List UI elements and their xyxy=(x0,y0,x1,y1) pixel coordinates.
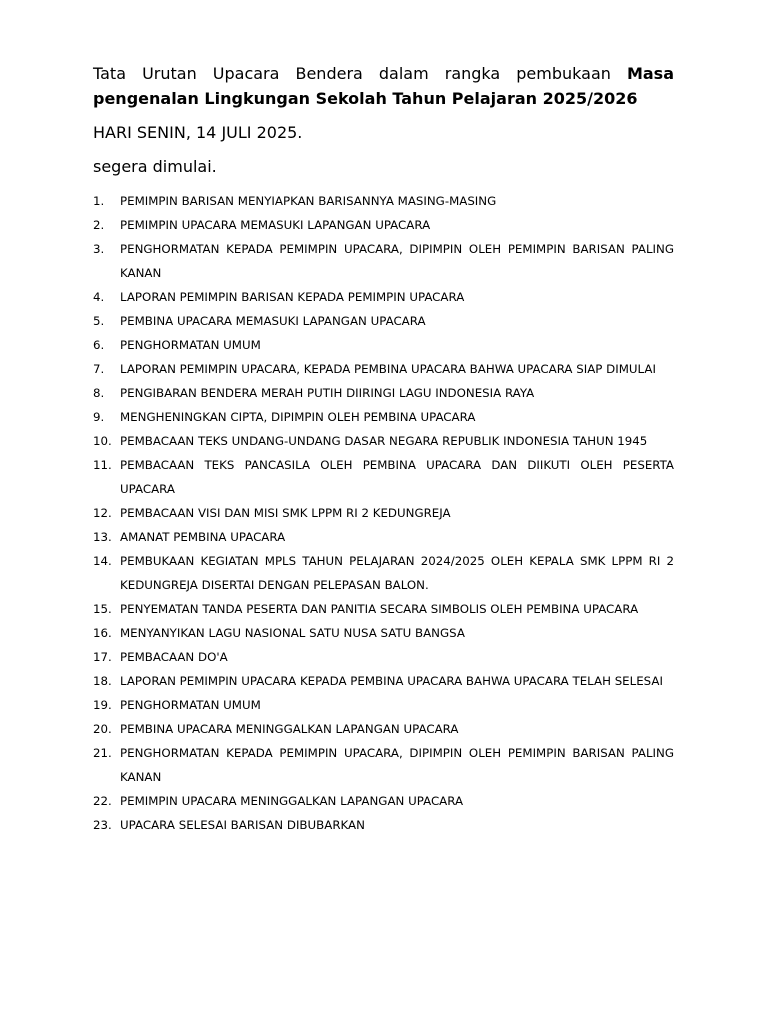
list-item xyxy=(93,717,674,741)
list-item xyxy=(93,189,674,213)
list-item-number: 10. xyxy=(93,434,112,448)
list-item-text: LAPORAN PEMIMPIN UPACARA KEPADA PEMBINA UPACARA BAHWA UPACARA TELAH SELESAI xyxy=(120,674,663,688)
list-item-text: PENGHORMATAN UMUM xyxy=(120,698,261,712)
list-item-text: PEMBACAAN VISI DAN MISI SMK LPPM RI 2 KEDUNGREJA xyxy=(120,506,451,520)
list-item-text: PEMIMPIN UPACARA MENINGGALKAN LAPANGAN UPACARA xyxy=(120,794,464,808)
list-item-text: UPACARA SELESAI BARISAN DIBUBARKAN xyxy=(120,818,365,832)
list-item xyxy=(93,309,674,333)
list-item-text: MENGHENINGKAN CIPTA, DIPIMPIN OLEH PEMBINA UPACARA xyxy=(120,410,476,424)
list-item-number: 4. xyxy=(93,290,105,304)
list-item-number: 2. xyxy=(93,218,105,232)
intro-bold-text: Masa pengenalan Lingkungan Sekolah Tahun Pelajaran 2025/2026 xyxy=(93,64,674,108)
list-item-number: 8. xyxy=(93,386,105,400)
list-item xyxy=(93,741,674,789)
list-item xyxy=(93,429,674,453)
list-item xyxy=(93,525,674,549)
ceremony-steps-list xyxy=(93,189,674,837)
list-item xyxy=(93,645,674,669)
list-item xyxy=(93,669,674,693)
list-item-number: 20. xyxy=(93,722,112,736)
list-item xyxy=(93,237,674,285)
list-item-text: PEMIMPIN BARISAN MENYIAPKAN BARISANNYA MASING-MASING xyxy=(120,194,497,208)
start-line: segera dimulai. xyxy=(93,157,217,176)
list-item-number: 17. xyxy=(93,650,112,664)
list-item xyxy=(93,405,674,429)
list-item-number: 11. xyxy=(93,458,112,472)
list-item-text: MENYANYIKAN LAGU NASIONAL SATU NUSA SATU BANGSA xyxy=(120,626,465,640)
list-item-number: 23. xyxy=(93,818,112,832)
list-item-number: 6. xyxy=(93,338,105,352)
list-item-number: 19. xyxy=(93,698,112,712)
list-item xyxy=(93,549,674,597)
list-item-number: 16. xyxy=(93,626,112,640)
date-line: HARI SENIN, 14 JULI 2025. xyxy=(93,123,303,142)
list-item-text: PEMBACAAN DO'A xyxy=(120,650,228,664)
list-item xyxy=(93,813,674,837)
list-item-text: PEMBINA UPACARA MEMASUKI LAPANGAN UPACARA xyxy=(120,314,426,328)
list-item xyxy=(93,789,674,813)
list-item-number: 22. xyxy=(93,794,112,808)
list-item-text: PENGHORMATAN KEPADA PEMIMPIN UPACARA, DIPIMPIN OLEH PEMIMPIN BARISAN PALING KANAN xyxy=(120,242,674,280)
list-item-number: 3. xyxy=(93,242,105,256)
list-item-number: 21. xyxy=(93,746,112,760)
list-item-number: 7. xyxy=(93,362,105,376)
list-item xyxy=(93,501,674,525)
list-item xyxy=(93,333,674,357)
list-item xyxy=(93,285,674,309)
list-item xyxy=(93,693,674,717)
list-item xyxy=(93,597,674,621)
list-item-number: 14. xyxy=(93,554,112,568)
list-item-text: PEMIMPIN UPACARA MEMASUKI LAPANGAN UPACARA xyxy=(120,218,431,232)
list-item-text: AMANAT PEMBINA UPACARA xyxy=(120,530,286,544)
list-item-text: PENGHORMATAN KEPADA PEMIMPIN UPACARA, DIPIMPIN OLEH PEMIMPIN BARISAN PALING KANAN xyxy=(120,746,674,784)
list-item-text: PENGIBARAN BENDERA MERAH PUTIH DIIRINGI LAGU INDONESIA RAYA xyxy=(120,386,535,400)
list-item-text: LAPORAN PEMIMPIN BARISAN KEPADA PEMIMPIN UPACARA xyxy=(120,290,465,304)
list-item xyxy=(93,453,674,501)
list-item-text: PEMBACAAN TEKS PANCASILA OLEH PEMBINA UPACARA DAN DIIKUTI OLEH PESERTA UPACARA xyxy=(120,458,674,496)
list-item-number: 12. xyxy=(93,506,112,520)
list-item xyxy=(93,381,674,405)
intro-text: Tata Urutan Upacara Bendera dalam rangka pembukaan xyxy=(93,64,627,83)
list-item-number: 18. xyxy=(93,674,112,688)
list-item-number: 5. xyxy=(93,314,105,328)
list-item-number: 1. xyxy=(93,194,105,208)
list-item xyxy=(93,621,674,645)
list-item-text: PENGHORMATAN UMUM xyxy=(120,338,261,352)
intro-paragraph xyxy=(93,61,674,111)
list-item-number: 13. xyxy=(93,530,112,544)
list-item-text: PEMBUKAAN KEGIATAN MPLS TAHUN PELAJARAN 2024/2025 OLEH KEPALA SMK LPPM RI 2 KEDUNGREJA DISERTAI DENGAN PELEPASAN BALON. xyxy=(120,554,674,592)
list-item xyxy=(93,357,674,381)
list-item-text: PENYEMATAN TANDA PESERTA DAN PANITIA SECARA SIMBOLIS OLEH PEMBINA UPACARA xyxy=(120,602,639,616)
list-item-number: 9. xyxy=(93,410,105,424)
list-item xyxy=(93,213,674,237)
list-item-number: 15. xyxy=(93,602,112,616)
list-item-text: PEMBINA UPACARA MENINGGALKAN LAPANGAN UPACARA xyxy=(120,722,459,736)
list-item-text: LAPORAN PEMIMPIN UPACARA, KEPADA PEMBINA UPACARA BAHWA UPACARA SIAP DIMULAI xyxy=(120,362,656,376)
list-item-text: PEMBACAAN TEKS UNDANG-UNDANG DASAR NEGARA REPUBLIK INDONESIA TAHUN 1945 xyxy=(120,434,648,448)
